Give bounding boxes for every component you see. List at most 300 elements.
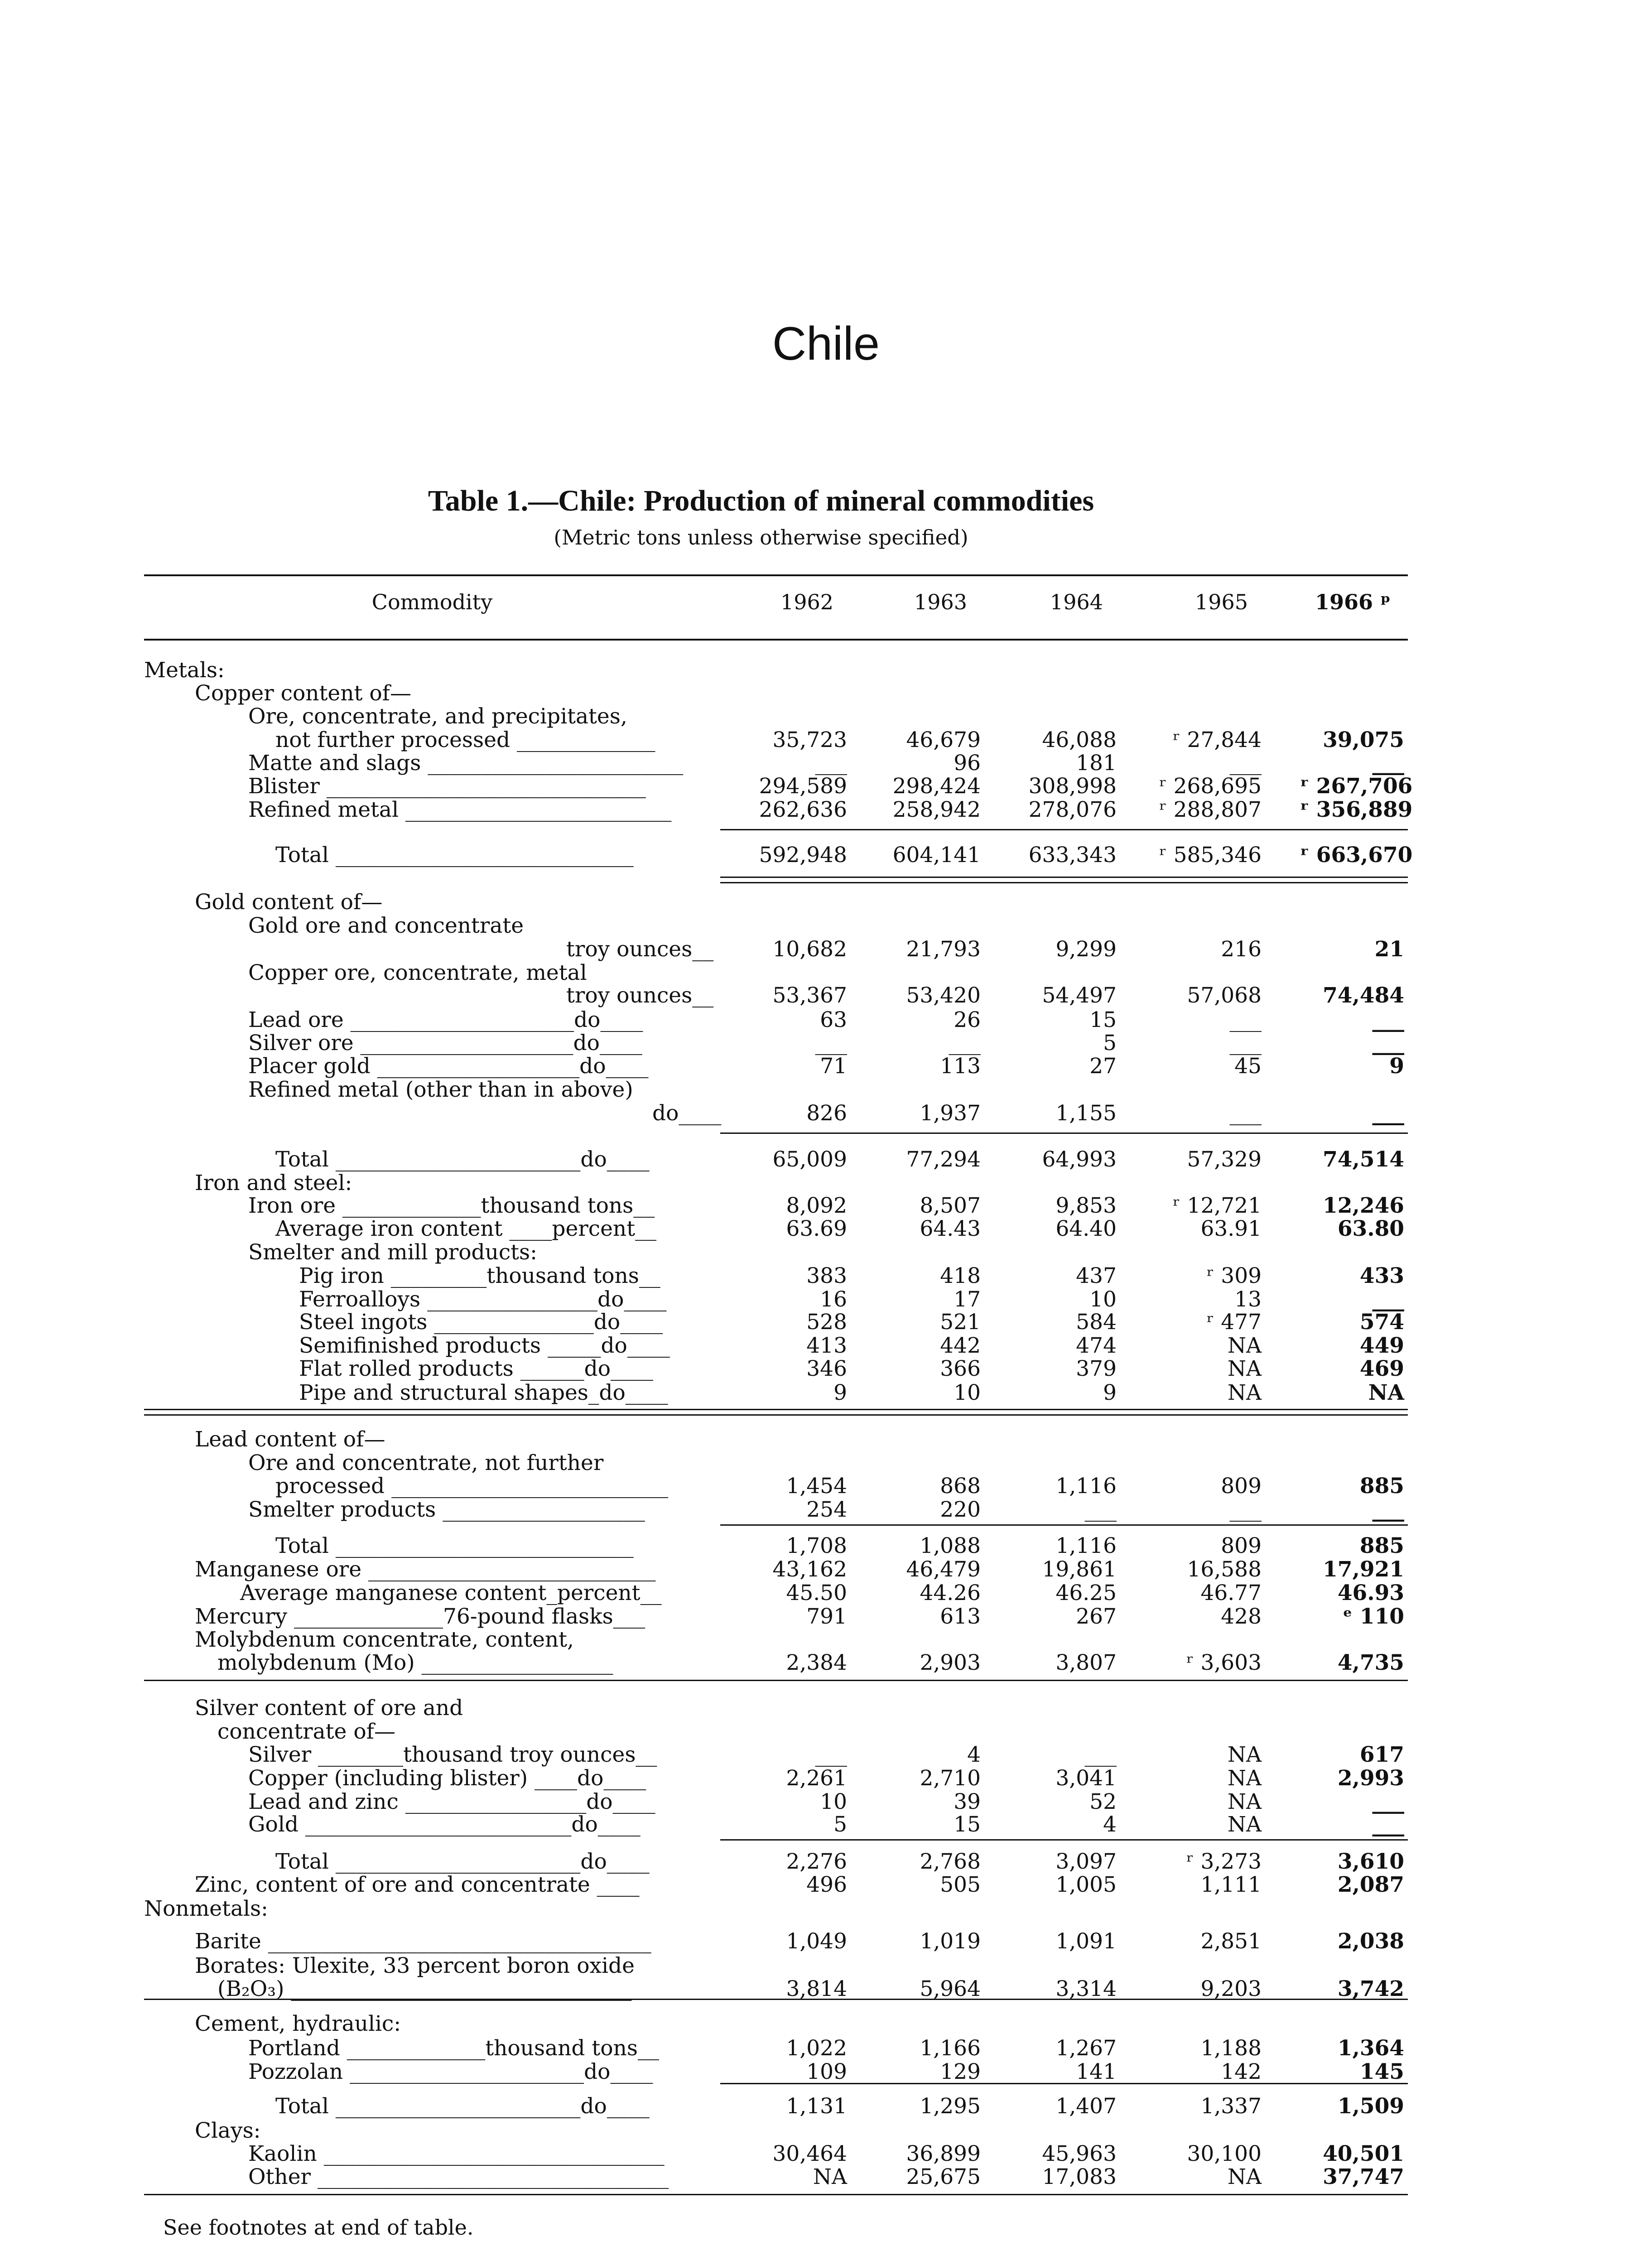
cell-1965: NA xyxy=(1227,1812,1262,1837)
table-row xyxy=(0,1147,1652,1174)
cell-1966: 617 xyxy=(1359,1742,1404,1767)
cell-1966: ___ xyxy=(1372,1287,1404,1312)
row-label: (B₂O₃) ________________________________ xyxy=(217,1976,632,2001)
row-label: Total ____________________________ xyxy=(275,1533,634,1558)
cell-1966: 885 xyxy=(1359,1533,1404,1558)
cell-1964: 633,343 xyxy=(1028,843,1117,867)
cell-1965: 1,111 xyxy=(1200,1872,1262,1897)
cell-1962: 1,131 xyxy=(786,2094,847,2119)
cell-1966: 3,610 xyxy=(1337,1849,1404,1874)
cell-1964: 1,116 xyxy=(1055,1474,1117,1499)
cell-1966: 1,509 xyxy=(1337,2094,1404,2119)
cell-1962: 63.69 xyxy=(786,1216,847,1241)
row-label: Mercury ______________76-pound flasks___ xyxy=(195,1604,645,1629)
cell-1964: 3,097 xyxy=(1055,1849,1117,1874)
row-label: processed __________________________ xyxy=(275,1474,669,1499)
cell-1963: 258,942 xyxy=(892,797,981,822)
cell-1966: ʳ 356,889 xyxy=(1300,797,1413,822)
cell-1965: NA xyxy=(1227,1789,1262,1814)
row-label: Lead ore _____________________do____ xyxy=(248,1007,643,1032)
row-label: Metals: xyxy=(144,658,225,683)
cell-1964: 437 xyxy=(1076,1263,1117,1288)
cell-1965: 16,588 xyxy=(1187,1557,1262,1582)
cell-1965: 142 xyxy=(1221,2059,1262,2084)
cell-1963: 26 xyxy=(954,1007,981,1032)
cell-1962: 30,464 xyxy=(772,2141,847,2166)
cell-1963: 1,088 xyxy=(920,1533,981,1558)
cell-1963: 868 xyxy=(940,1474,981,1499)
cell-1965: 45 xyxy=(1234,1054,1262,1079)
cell-1963: ___ xyxy=(949,1031,981,1055)
cell-1965: 9,203 xyxy=(1200,1976,1262,2001)
cell-1966: 12,246 xyxy=(1323,1193,1404,1218)
row-label: Ore, concentrate, and precipitates, xyxy=(248,704,627,729)
row-label: Manganese ore ___________________________ xyxy=(195,1557,656,1582)
row-label: Zinc, content of ore and concentrate ____ xyxy=(195,1872,640,1897)
cell-1966: ʳ 663,670 xyxy=(1300,843,1413,867)
cell-1965: NA xyxy=(1227,2164,1262,2189)
cell-1962: 1,454 xyxy=(786,1474,847,1499)
table-row xyxy=(0,1474,1652,1501)
cell-1964: ___ xyxy=(1084,1742,1117,1767)
cell-1963: 521 xyxy=(940,1310,981,1335)
cell-1963: 15 xyxy=(954,1812,981,1837)
cell-1966: 37,747 xyxy=(1323,2164,1404,2189)
table-row xyxy=(0,983,1652,1010)
cell-1963: 39 xyxy=(954,1789,981,1814)
cell-1964: 1,091 xyxy=(1055,1929,1117,1954)
table-subtitle: (Metric tons unless otherwise specified) xyxy=(554,525,968,549)
table-row xyxy=(0,1077,1652,1104)
cell-1964: 17,083 xyxy=(1042,2164,1117,2189)
cell-1965: 57,329 xyxy=(1187,1147,1262,1172)
cell-1962: 5 xyxy=(833,1812,847,1837)
row-label: Copper content of— xyxy=(195,681,412,706)
cell-1966: 74,514 xyxy=(1323,1147,1404,1172)
table-row xyxy=(0,2094,1652,2121)
cell-1966: 3,742 xyxy=(1337,1976,1404,2001)
column-header-1965: 1965 xyxy=(1194,590,1248,614)
table-row xyxy=(0,2164,1652,2192)
row-label: Steel ingots _______________do____ xyxy=(299,1310,663,1335)
row-label: concentrate of— xyxy=(217,1719,396,1744)
cell-1966: 46.93 xyxy=(1337,1581,1404,1605)
cell-1966: 449 xyxy=(1359,1333,1404,1358)
cell-1962: 43,162 xyxy=(772,1557,847,1582)
cell-1964: 5 xyxy=(1103,1031,1117,1055)
cell-1966: ___ xyxy=(1372,1789,1404,1814)
row-label: Nonmetals: xyxy=(144,1896,268,1921)
cell-1962: NA xyxy=(813,2164,847,2189)
table-row xyxy=(0,1581,1652,1608)
cell-1966: ___ xyxy=(1372,1101,1404,1126)
footnote: See footnotes at end of table. xyxy=(163,2215,474,2240)
row-label: Other _________________________________ xyxy=(248,2164,669,2189)
cell-1962: 262,636 xyxy=(759,797,847,822)
cell-1964: 3,041 xyxy=(1055,1766,1117,1791)
cell-1966: 145 xyxy=(1359,2059,1404,2084)
row-label: Average manganese content_percent__ xyxy=(240,1581,662,1605)
cell-1965: 57,068 xyxy=(1187,983,1262,1008)
row-label: Gold content of— xyxy=(195,890,383,915)
row-label: Average iron content ____percent__ xyxy=(275,1216,657,1241)
row-label: Iron and steel: xyxy=(195,1171,352,1195)
row-label: Silver content of ore and xyxy=(195,1696,463,1720)
cell-1964: 379 xyxy=(1076,1356,1117,1381)
table-title: Table 1.—Chile: Production of mineral commodities xyxy=(428,484,1094,517)
table-row xyxy=(0,1427,1652,1454)
cell-1962: 45.50 xyxy=(786,1581,847,1605)
row-label: Total _______________________do____ xyxy=(275,1849,650,1874)
cell-1965: 63.91 xyxy=(1200,1216,1262,1241)
cell-1962: 413 xyxy=(806,1333,847,1358)
cell-1963: 17 xyxy=(954,1287,981,1312)
row-label: Cement, hydraulic: xyxy=(195,2011,401,2036)
table-row xyxy=(0,1929,1652,1956)
cell-1962: 71 xyxy=(820,1054,847,1079)
cell-1965: NA xyxy=(1227,1742,1262,1767)
cell-1964: 474 xyxy=(1076,1333,1117,1358)
cell-1966: ___ xyxy=(1372,1031,1404,1055)
table-row xyxy=(0,843,1652,870)
cell-1963: 298,424 xyxy=(892,774,981,799)
cell-1963: 1,019 xyxy=(920,1929,981,1954)
chapter-title: Chile xyxy=(772,318,880,370)
cell-1966: 9 xyxy=(1389,1054,1404,1079)
cell-1962: 294,589 xyxy=(759,774,847,799)
row-label: Molybdenum concentrate, content, xyxy=(195,1627,574,1652)
cell-1963: 220 xyxy=(940,1497,981,1522)
cell-1962: 53,367 xyxy=(772,983,847,1008)
table-row xyxy=(0,937,1652,964)
cell-1964: 45,963 xyxy=(1042,2141,1117,2166)
row-label: Kaolin ________________________________ xyxy=(248,2141,665,2166)
cell-1962: 1,022 xyxy=(786,2036,847,2061)
cell-1962: 2,276 xyxy=(786,1849,847,1874)
cell-1963: 1,295 xyxy=(920,2094,981,2119)
cell-1962: 10 xyxy=(820,1789,847,1814)
cell-1963: 366 xyxy=(940,1356,981,1381)
row-label: molybdenum (Mo) __________________ xyxy=(217,1650,613,1675)
cell-1963: 505 xyxy=(940,1872,981,1897)
cell-1964: 267 xyxy=(1076,1604,1117,1629)
cell-1963: 21,793 xyxy=(906,937,981,962)
table-rule xyxy=(144,1409,1408,1410)
cell-1965: NA xyxy=(1227,1766,1262,1791)
cell-1963: 10 xyxy=(954,1380,981,1405)
cell-1963: 46,679 xyxy=(906,728,981,752)
cell-1965: ʳ 309 xyxy=(1207,1263,1262,1288)
row-label: troy ounces__ xyxy=(566,983,714,1008)
table-row xyxy=(0,1766,1652,1793)
cell-1963: 1,166 xyxy=(920,2036,981,2061)
table-row xyxy=(0,1696,1652,1723)
table-row xyxy=(0,1896,1652,1923)
cell-1962: 63 xyxy=(820,1007,847,1032)
cell-1962: 1,049 xyxy=(786,1929,847,1954)
cell-1964: 1,155 xyxy=(1055,1101,1117,1126)
table-row xyxy=(0,704,1652,731)
cell-1966: 2,993 xyxy=(1337,1766,1404,1791)
cell-1962: 2,384 xyxy=(786,1650,847,1675)
row-label: Iron ore _____________thousand tons__ xyxy=(248,1193,655,1218)
column-header-1963: 1963 xyxy=(914,590,967,614)
row-label: Pipe and structural shapes_do____ xyxy=(299,1380,668,1405)
cell-1963: 96 xyxy=(954,751,981,776)
table-rule xyxy=(720,1524,1408,1526)
row-label: Ferroalloys ________________do____ xyxy=(299,1287,667,1312)
cell-1965: 1,188 xyxy=(1200,2036,1262,2061)
cell-1962: 9 xyxy=(833,1380,847,1405)
cell-1964: 3,807 xyxy=(1055,1650,1117,1675)
table-row xyxy=(0,774,1652,801)
cell-1962: 65,009 xyxy=(772,1147,847,1172)
cell-1963: 77,294 xyxy=(906,1147,981,1172)
table-top-rule xyxy=(144,574,1408,576)
cell-1964: 19,861 xyxy=(1042,1557,1117,1582)
cell-1964: 584 xyxy=(1076,1310,1117,1335)
cell-1965: ___ xyxy=(1229,1497,1262,1522)
table-row xyxy=(0,1380,1652,1407)
row-label: not further processed _____________ xyxy=(275,728,655,752)
cell-1965: ʳ 585,346 xyxy=(1159,843,1262,867)
cell-1963: 46,479 xyxy=(906,1557,981,1582)
cell-1966: ___ xyxy=(1372,1497,1404,1522)
cell-1964: ___ xyxy=(1084,1497,1117,1522)
cell-1965: 1,337 xyxy=(1200,2094,1262,2119)
cell-1965: ___ xyxy=(1229,1007,1262,1032)
cell-1965: 809 xyxy=(1221,1533,1262,1558)
cell-1963: 1,937 xyxy=(920,1101,981,1126)
table-row xyxy=(0,1101,1652,1128)
table-row xyxy=(0,1263,1652,1291)
cell-1963: 8,507 xyxy=(920,1193,981,1218)
cell-1963: 418 xyxy=(940,1263,981,1288)
row-label: Copper ore, concentrate, metal xyxy=(248,960,587,985)
table-row xyxy=(0,913,1652,940)
row-label: Refined metal _________________________ xyxy=(248,797,672,822)
cell-1965: 216 xyxy=(1221,937,1262,962)
cell-1964: 4 xyxy=(1103,1812,1117,1837)
cell-1964: 46.25 xyxy=(1055,1581,1117,1605)
row-label: Smelter products ___________________ xyxy=(248,1497,645,1522)
cell-1962: ___ xyxy=(815,1031,847,1055)
cell-1962: 592,948 xyxy=(759,843,847,867)
cell-1964: 308,998 xyxy=(1028,774,1117,799)
row-label: Gold ore and concentrate xyxy=(248,913,524,938)
cell-1966: 574 xyxy=(1359,1310,1404,1335)
cell-1965: 809 xyxy=(1221,1474,1262,1499)
row-label: Pozzolan ______________________do____ xyxy=(248,2059,653,2084)
table-row xyxy=(0,890,1652,917)
row-label: troy ounces__ xyxy=(566,937,714,962)
cell-1962: 528 xyxy=(806,1310,847,1335)
table-row xyxy=(0,1356,1652,1383)
cell-1962: 346 xyxy=(806,1356,847,1381)
cell-1962: 3,814 xyxy=(786,1976,847,2001)
row-label: Total _______________________do____ xyxy=(275,2094,650,2119)
cell-1962: 109 xyxy=(806,2059,847,2084)
cell-1964: 141 xyxy=(1076,2059,1117,2084)
table-row xyxy=(0,1216,1652,1243)
cell-1964: 52 xyxy=(1089,1789,1117,1814)
cell-1966: 1,364 xyxy=(1337,2036,1404,2061)
cell-1962: 16 xyxy=(820,1287,847,1312)
table-row xyxy=(0,797,1652,824)
cell-1965: NA xyxy=(1227,1356,1262,1381)
cell-1965: ʳ 268,695 xyxy=(1159,774,1262,799)
row-label: Matte and slags ________________________ xyxy=(248,751,684,776)
cell-1964: 27 xyxy=(1089,1054,1117,1079)
row-label: do____ xyxy=(652,1101,722,1126)
table-row xyxy=(0,1497,1652,1524)
table-header-rule xyxy=(144,639,1408,641)
cell-1964: 9,853 xyxy=(1055,1193,1117,1218)
cell-1966: ᵉ 110 xyxy=(1343,1604,1404,1629)
cell-1965: ʳ 27,844 xyxy=(1173,728,1262,752)
cell-1965: ___ xyxy=(1229,1101,1262,1126)
cell-1962: 383 xyxy=(806,1263,847,1288)
cell-1963: 44.26 xyxy=(920,1581,981,1605)
cell-1966: ___ xyxy=(1372,1812,1404,1837)
row-label: Lead content of— xyxy=(195,1427,385,1452)
row-label: Lead and zinc _________________do____ xyxy=(248,1789,655,1814)
table-rule xyxy=(720,1132,1408,1134)
cell-1963: 25,675 xyxy=(906,2164,981,2189)
table-row xyxy=(0,1533,1652,1561)
row-label: Semifinished products _____do____ xyxy=(299,1333,670,1358)
row-label: Barite ____________________________________ xyxy=(195,1929,651,1954)
table-row xyxy=(0,1310,1652,1337)
row-label: Gold _________________________do____ xyxy=(248,1812,641,1837)
cell-1962: 826 xyxy=(806,1101,847,1126)
cell-1966: 885 xyxy=(1359,1474,1404,1499)
cell-1965: 428 xyxy=(1221,1604,1262,1629)
row-label: Borates: Ulexite, 33 percent boron oxide xyxy=(195,1953,635,1978)
cell-1964: 3,314 xyxy=(1055,1976,1117,2001)
row-label: Flat rolled products ______do____ xyxy=(299,1356,654,1381)
cell-1962: 496 xyxy=(806,1872,847,1897)
table-rule xyxy=(720,2083,1408,2084)
row-label: Total _______________________do____ xyxy=(275,1147,650,1172)
row-label: Blister ______________________________ xyxy=(248,774,646,799)
table-rule xyxy=(144,1999,1408,2000)
cell-1964: 10 xyxy=(1089,1287,1117,1312)
cell-1963: 53,420 xyxy=(906,983,981,1008)
cell-1964: 15 xyxy=(1089,1007,1117,1032)
cell-1963: 129 xyxy=(940,2059,981,2084)
cell-1963: 5,964 xyxy=(920,1976,981,2001)
cell-1966: 74,484 xyxy=(1323,983,1404,1008)
cell-1965: 46.77 xyxy=(1200,1581,1262,1605)
table-rule xyxy=(144,2194,1408,2195)
row-label: Portland _____________thousand tons__ xyxy=(248,2036,659,2061)
cell-1965: ʳ 477 xyxy=(1207,1310,1262,1335)
cell-1966: 39,075 xyxy=(1323,728,1404,752)
cell-1965: ʳ 288,807 xyxy=(1159,797,1262,822)
table-rule xyxy=(720,877,1408,878)
cell-1966: NA xyxy=(1368,1380,1404,1405)
cell-1962: 791 xyxy=(806,1604,847,1629)
cell-1962: 1,708 xyxy=(786,1533,847,1558)
cell-1965: ʳ 3,603 xyxy=(1186,1650,1262,1675)
cell-1965: ___ xyxy=(1229,751,1262,776)
cell-1962: 10,682 xyxy=(772,937,847,962)
cell-1963: 4 xyxy=(967,1742,981,1767)
cell-1964: 9 xyxy=(1103,1380,1117,1405)
cell-1962: 254 xyxy=(806,1497,847,1522)
cell-1963: 604,141 xyxy=(892,843,981,867)
cell-1964: 278,076 xyxy=(1028,797,1117,822)
cell-1964: 1,407 xyxy=(1055,2094,1117,2119)
row-label: Ore and concentrate, not further xyxy=(248,1451,604,1475)
column-header-commodity: Commodity xyxy=(371,590,493,614)
cell-1966: 63.80 xyxy=(1337,1216,1404,1241)
row-label: Silver ________thousand troy ounces__ xyxy=(248,1742,657,1767)
cell-1963: 2,903 xyxy=(920,1650,981,1675)
table-rule xyxy=(720,882,1408,883)
cell-1966: 4,735 xyxy=(1337,1650,1404,1675)
table-rule xyxy=(720,1839,1408,1841)
table-rule xyxy=(720,829,1408,830)
table-row xyxy=(0,1557,1652,1584)
table-row xyxy=(0,1812,1652,1839)
cell-1962: ___ xyxy=(815,1742,847,1767)
cell-1964: 181 xyxy=(1076,751,1117,776)
table-row xyxy=(0,1054,1652,1081)
row-label: Placer gold ___________________do____ xyxy=(248,1054,649,1079)
row-label: Refined metal (other than in above) xyxy=(248,1077,633,1102)
cell-1966: ʳ 267,706 xyxy=(1300,774,1413,799)
column-header-1962: 1962 xyxy=(780,590,833,614)
column-header-1966: 1966 ᵖ xyxy=(1315,590,1391,614)
table-row xyxy=(0,2059,1652,2087)
cell-1965: NA xyxy=(1227,1380,1262,1405)
table-row xyxy=(0,1650,1652,1677)
cell-1963: 2,768 xyxy=(920,1849,981,1874)
table-row xyxy=(0,1240,1652,1267)
table-row xyxy=(0,2011,1652,2038)
cell-1964: 46,088 xyxy=(1042,728,1117,752)
row-label: Smelter and mill products: xyxy=(248,1240,538,1265)
cell-1965: 30,100 xyxy=(1187,2141,1262,2166)
cell-1965: ʳ 12,721 xyxy=(1173,1193,1262,1218)
row-label: Total ____________________________ xyxy=(275,843,634,867)
cell-1966: 2,087 xyxy=(1337,1872,1404,1897)
cell-1963: 36,899 xyxy=(906,2141,981,2166)
cell-1962: 35,723 xyxy=(772,728,847,752)
row-label: Pig iron _________thousand tons__ xyxy=(299,1263,660,1288)
table-row xyxy=(0,2036,1652,2063)
cell-1964: 1,116 xyxy=(1055,1533,1117,1558)
cell-1964: 64,993 xyxy=(1042,1147,1117,1172)
table-rule xyxy=(144,1680,1408,1681)
cell-1966: ___ xyxy=(1372,1007,1404,1032)
row-label: Copper (including blister) ____do____ xyxy=(248,1766,646,1791)
cell-1964: 1,267 xyxy=(1055,2036,1117,2061)
cell-1963: 2,710 xyxy=(920,1766,981,1791)
cell-1966: 2,038 xyxy=(1337,1929,1404,1954)
cell-1966: 433 xyxy=(1359,1263,1404,1288)
cell-1966: ___ xyxy=(1372,751,1404,776)
table-rule xyxy=(144,1414,1408,1416)
cell-1965: ___ xyxy=(1229,1031,1262,1055)
cell-1965: NA xyxy=(1227,1333,1262,1358)
cell-1963: 113 xyxy=(940,1054,981,1079)
column-header-1964: 1964 xyxy=(1050,590,1103,614)
cell-1966: 469 xyxy=(1359,1356,1404,1381)
cell-1964: 9,299 xyxy=(1055,937,1117,962)
